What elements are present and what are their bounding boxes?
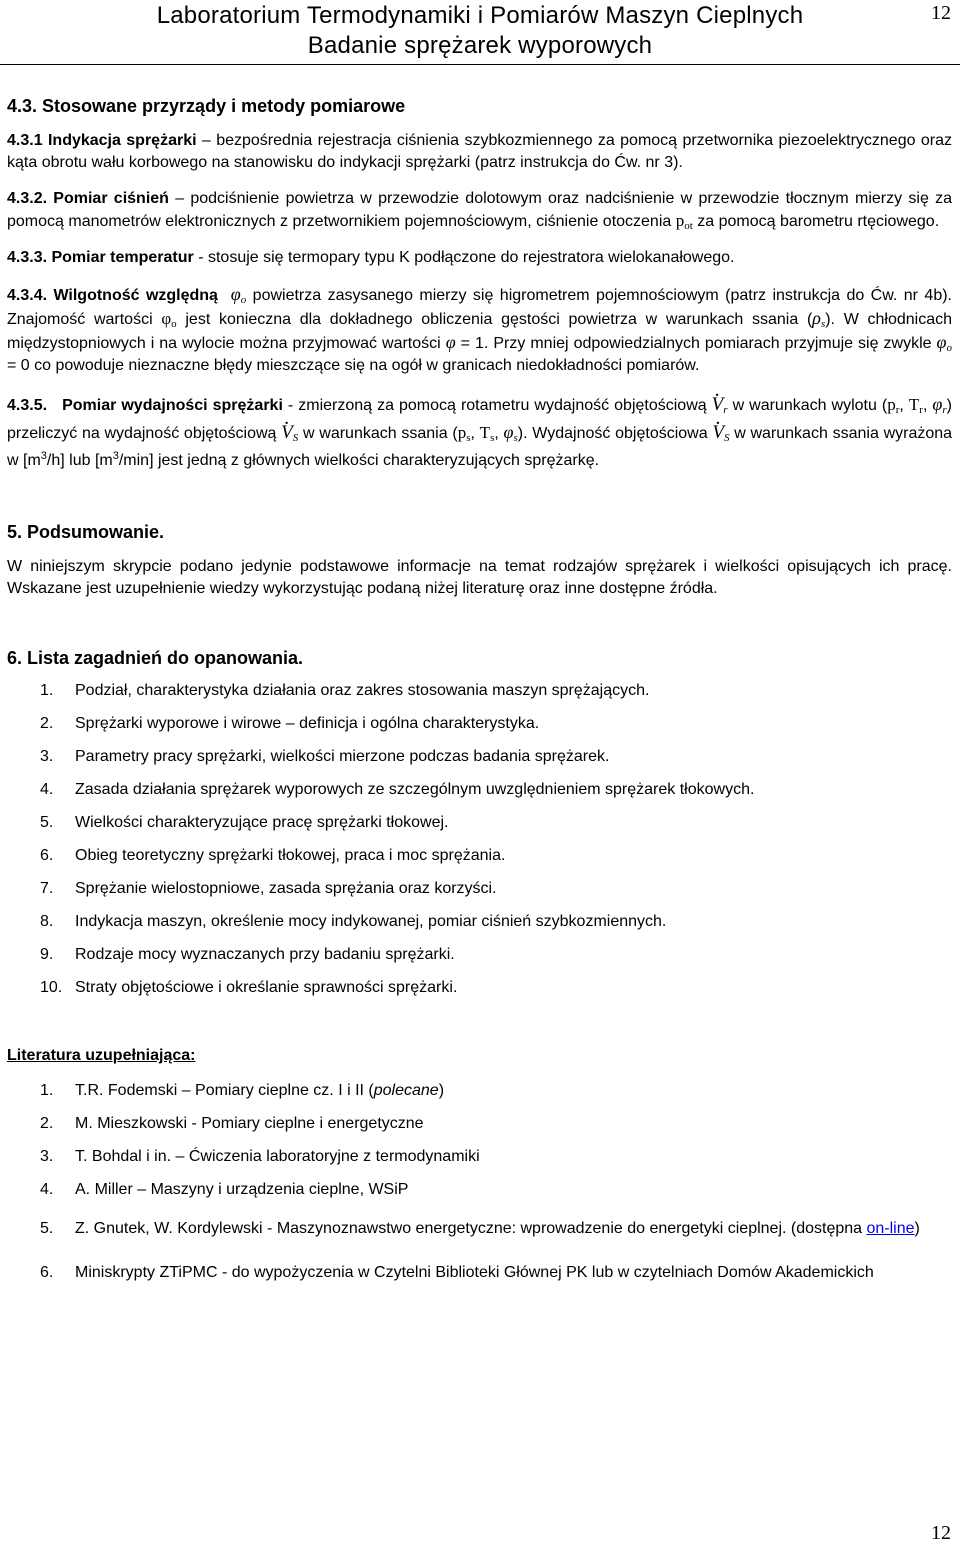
para-text: - zmierzoną za pomocą rotametru wydajność objętościową xyxy=(282,397,712,414)
symbol-phi: φ xyxy=(445,332,456,352)
symbol-rho-s: $\rho_s$ xyxy=(812,308,826,330)
para-text: - stosuje się termopary typu K podłączone do rejestratora wielokanałowego. xyxy=(193,249,735,266)
para-text: = 1. Przy mniej odpowiedzialnych pomiarach przyjmuje się zwykle xyxy=(455,335,937,352)
literature-heading: Literatura uzupełniająca: xyxy=(7,1047,196,1064)
para-num: 4.3.5. xyxy=(7,397,48,414)
list-item: 4. A. Miller – Maszyny i urządzenia cieplne, WSiP xyxy=(40,1181,409,1198)
para-text: – bezpośrednia rejestracja ciśnienia szybkozmiennego za pomocą przetwornika piezoelektrycznego oraz kąta obrotu wału korbowego na stanowisku do indykacji sprężarki (patrz instrukcja do Ćw. nr 3). xyxy=(7,132,953,171)
para-title: Wilgotność względną xyxy=(53,287,218,304)
list-item: 5. Z. Gnutek, W. Kordylewski - Maszynoznawstwo energetyczne: wprowadzenie do energetyki cieplnej. (dostępna on-line) xyxy=(40,1220,920,1237)
list-item: 8. Indykacja maszyn, określenie mocy indykowanej, pomiar ciśnień szybkozmiennych. xyxy=(40,913,667,930)
header-page-number: 12 xyxy=(931,2,951,24)
para-text: powietrza zasysanego mierzy się higrometrem pojemnościowym (patrz instrukcja do Ćw. nr 4b). Znajomość wartości xyxy=(7,287,952,328)
para-num: 4.3.3. xyxy=(7,249,48,266)
para-text: ) przeliczyć na wydajność objętościową xyxy=(7,397,952,442)
section-heading-6: 6. Lista zagadnień do opanowania. xyxy=(7,648,304,668)
symbol-phi-o: $\varphi_o$ xyxy=(230,284,247,306)
superscript-3: 3 xyxy=(112,450,119,462)
symbol-p: $p_{ot}$ xyxy=(675,211,693,232)
online-link[interactable]: on-line xyxy=(866,1220,915,1237)
para-text: w warunkach ssania wyrażona w [m xyxy=(7,425,953,469)
para-num: 4.3.4. xyxy=(7,287,48,304)
para-text: /h] lub [m xyxy=(46,452,113,469)
para-text: w warunkach wylotu ( xyxy=(727,397,888,414)
para-text: ). Wydajność objętościowa xyxy=(517,425,713,442)
para-num: 4.3.1 xyxy=(7,132,43,149)
list-item: 6. Miniskrypty ZTiPMC - do wypożyczenia w Czytelni Biblioteki Głównej PK lub w czytelniach Domów Akademickich xyxy=(40,1264,874,1281)
footer-page-number: 12 xyxy=(931,1522,951,1544)
para-text: /min] jest jedną z głównych wielkości charakteryzujących sprężarkę. xyxy=(118,452,600,469)
superscript-3: 3 xyxy=(40,450,47,462)
para-text: jest konieczna dla dokładnego obliczenia gęstości powietrza w warunkach ssania ( xyxy=(176,311,813,328)
para-title: Indykacja sprężarki xyxy=(47,132,197,149)
paragraph-4-3-1 xyxy=(7,130,952,174)
list-item: 3. Parametry pracy sprężarki, wielkości mierzone podczas badania sprężarek. xyxy=(40,748,610,765)
list-item: 2. M. Mieszkowski - Pomiary cieplne i energetyczne xyxy=(40,1115,424,1132)
symbol-phi-o: $\varphi_o$ xyxy=(161,309,177,330)
symbol-V-r: . $V_r$ xyxy=(712,391,728,418)
symbol-V-s: . $V_S$ xyxy=(281,419,298,446)
symbol-phi-r: $\varphi_r$ xyxy=(932,394,947,416)
para-text: w warunkach ssania ( xyxy=(298,425,458,442)
para-text: = 0 co powoduje nieznaczne błędy mieszczące się na ogół w granicach niedokładności pomiarów. xyxy=(7,357,700,374)
para-num: 4.3.2. xyxy=(7,190,48,207)
symbol-p-r: $p_r$ xyxy=(887,395,900,416)
list-item: 9. Rodzaje mocy wyznaczanych przy badaniu sprężarki. xyxy=(40,946,455,963)
symbol-T-s: $T_s$ xyxy=(479,423,495,444)
paragraph-4-3-2 xyxy=(7,188,952,233)
para-title: Pomiar ciśnień xyxy=(53,190,169,207)
header-title-topic: Badanie sprężarek wyporowych xyxy=(307,32,653,59)
page-header xyxy=(0,0,960,65)
list-item: 2. Sprężarki wyporowe i wirowe – definicja i ogólna charakterystyka. xyxy=(40,715,540,732)
section-heading-5: 5. Podsumowanie. xyxy=(7,522,165,542)
symbol-T-r: $T_r$ xyxy=(908,395,923,416)
list-item: 7. Sprężanie wielostopniowe, zasada sprężania oraz korzyści. xyxy=(40,880,497,897)
list-item: 6. Obieg teoretyczny sprężarki tłokowej, praca i moc sprężania. xyxy=(40,847,506,864)
topics-list xyxy=(7,680,952,999)
para-text: za pomocą barometru rtęciowego. xyxy=(692,213,940,230)
list-item: 1. T.R. Fodemski – Pomiary cieplne cz. I i II (polecane) xyxy=(40,1082,445,1099)
main-content xyxy=(7,94,952,1289)
para-text: ). W chłodnicach międzystopniowych i na wylocie można przyjmować wartości xyxy=(7,311,953,352)
header-title-lab: Laboratorium Termodynamiki i Pomiarów Maszyn Cieplnych xyxy=(156,2,804,29)
list-item: 4. Zasada działania sprężarek wyporowych ze szczególnym uwzględnieniem sprężarek tłokowych. xyxy=(40,781,755,798)
symbol-phi-o: $\varphi_o$ xyxy=(936,332,952,354)
list-item: 10. Straty objętościowe i określanie sprawności sprężarki. xyxy=(40,979,458,996)
symbol-p-s: $p_s$ xyxy=(457,423,471,444)
literature-list xyxy=(7,1080,952,1289)
list-item: 5. Wielkości charakteryzujące pracę sprężarki tłokowej. xyxy=(40,814,449,831)
section-heading-4-3: 4.3. Stosowane przyrządy i metody pomiarowe xyxy=(7,96,406,116)
para-title: Pomiar temperatur xyxy=(51,249,194,266)
para-title: Pomiar wydajności sprężarki xyxy=(62,397,283,414)
para-text: – podciśnienie powietrza w przewodzie dolotowym oraz nadciśnienie w przewodzie tłocznym mierzy się za pomocą manometrów elektronicznych z przetwornikiem pojemnościowym, ciśnienie otoczenia xyxy=(7,190,952,230)
symbol-phi-s: $\varphi_s$ xyxy=(503,422,518,444)
symbol-V-s: . $V_S$ xyxy=(712,419,729,446)
list-item: 3. T. Bohdal i in. – Ćwiczenia laboratoryjne z termodynamiki xyxy=(40,1148,480,1165)
paragraph-4-3-3 xyxy=(7,247,952,269)
paragraph-4-3-5: 4.3.5. Pomiar wydajności sprężarki - zmierzoną za pomocą rotametru wydajność objętościową . $V_r$ w warunkach wylotu ($p_r$, $T_r$, $\varphi_r$) przeliczyć na wydajność objętościową . $V_S$ w warunkach ssania ($p_s$, $T_s$, $\varphi_s$). Wydajność objętościowa . $V_S$ w warunkach ssania wyrażona w $[m^3/h]$ lub $[m^3/\min]$ jest jedną z głównych wielkości charakteryzujących sprężarkę. xyxy=(7,391,952,474)
list-item: 1. Podział, charakterystyka działania oraz zakres stosowania maszyn sprężających. xyxy=(40,682,650,699)
paragraph-4-3-4 xyxy=(7,283,952,377)
paragraph-summary: W niniejszym skrypcie podano jedynie podstawowe informacje na temat rodzajów sprężarek i wielkości opisujących ich pracę. Wskazane jest uzupełnienie wiedzy wykorzystując podaną niżej literaturę oraz inne dostępne źródła. xyxy=(7,558,952,597)
